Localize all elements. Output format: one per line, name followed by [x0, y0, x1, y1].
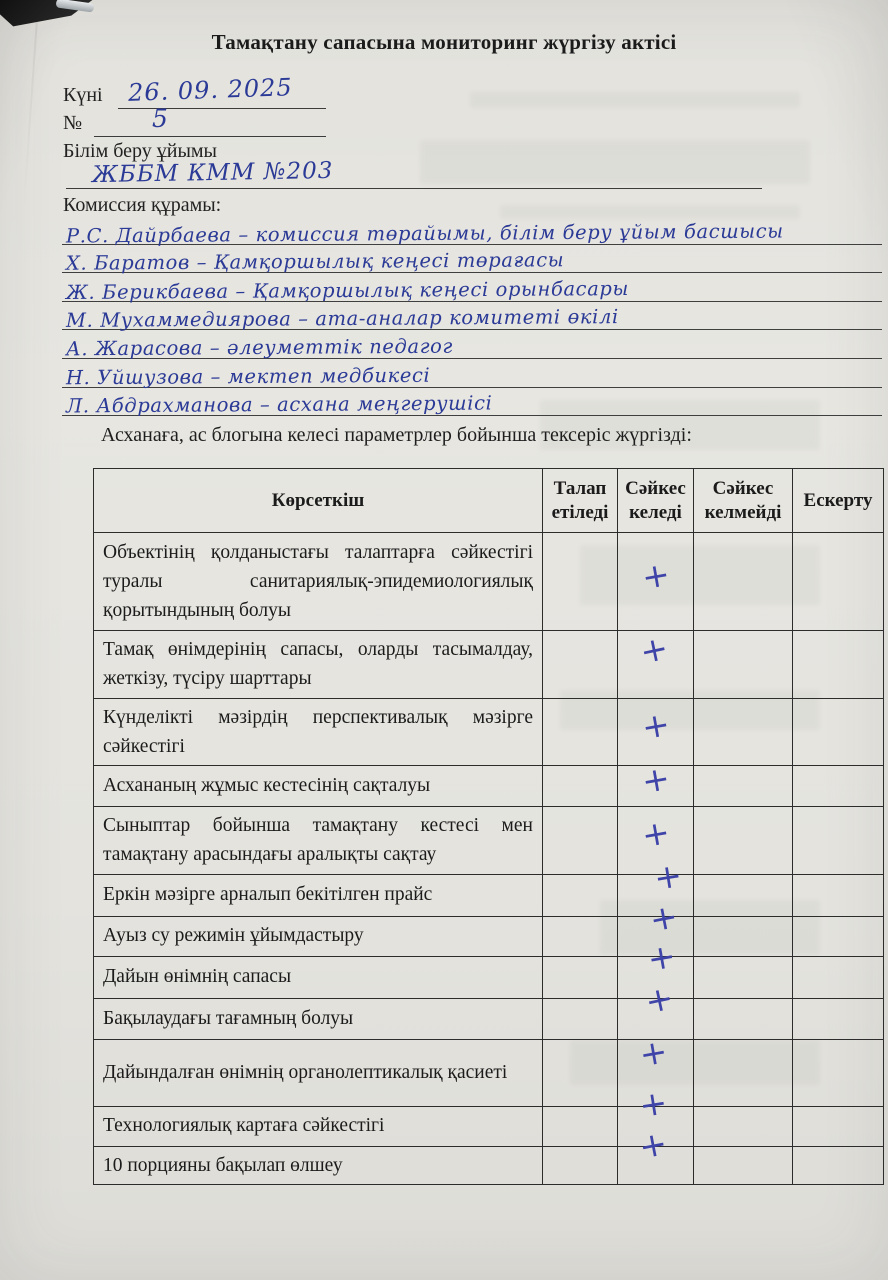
indicator-cell: Сыныптар бойынша тамақтану кестесі мен тамақтану арасындағы аралықты сақтау [94, 807, 543, 875]
table-row [94, 916, 884, 956]
indicator-cell: Дайындалған өнімнің органолептикалық қасиеті [94, 1039, 543, 1106]
commission-list [62, 216, 882, 416]
required-cell [543, 533, 618, 631]
note-cell [793, 956, 884, 998]
handwritten-plus-mark: + [638, 553, 673, 597]
handwritten-plus-mark: + [635, 1030, 670, 1074]
note-cell [793, 1146, 884, 1184]
required-cell [543, 1106, 618, 1146]
note-cell [793, 998, 884, 1039]
table-row [94, 631, 884, 699]
mismatch-cell [694, 956, 793, 998]
handwritten-plus-mark: + [636, 627, 672, 672]
indicator-cell: Технологиялық картаға сәйкестігі [94, 1106, 543, 1146]
note-cell [793, 807, 884, 875]
number-underline [94, 110, 326, 137]
required-cell [543, 766, 618, 807]
document-title: Тамақтану сапасына мониторинг жүргізу актісі [211, 30, 677, 54]
note-cell [793, 533, 884, 631]
mismatch-cell [694, 631, 793, 699]
table-row [94, 998, 884, 1039]
required-cell [543, 1039, 618, 1106]
mismatch-cell [694, 807, 793, 875]
handwritten-plus-mark: + [638, 757, 673, 802]
table-row [94, 533, 884, 631]
table-row [94, 807, 884, 875]
mismatch-cell [694, 766, 793, 807]
table-header-row [94, 469, 884, 533]
indicator-cell: Күнделікті мәзірдің перспективалық мәзірге сәйкестігі [94, 698, 543, 766]
commission-member-line [62, 388, 882, 417]
indicator-cell: Дайын өнімнің сапасы [94, 956, 543, 998]
match-cell [618, 757, 694, 807]
commission-member-line [62, 330, 882, 359]
commission-member-text: А. Жарасова – әлеуметтік педагог [65, 334, 453, 361]
note-cell [793, 1106, 884, 1146]
commission-member-line [62, 359, 882, 388]
mismatch-cell [694, 874, 793, 916]
handwritten-plus-mark: + [635, 1123, 671, 1167]
handwritten-plus-mark: + [646, 896, 681, 940]
number-handwritten-value: 5 [152, 104, 169, 133]
indicator-cell: Асхананың жұмыс кестесінің сақталуы [94, 766, 543, 807]
commission-member-line [62, 245, 882, 274]
indicator-cell: Тамақ өнімдерінің сапасы, оларды тасымалдау, жеткізу, түсіру шарттары [94, 631, 543, 699]
handwritten-plus-mark: + [636, 1082, 670, 1126]
indicator-cell: Бақылаудағы тағамның болуы [94, 998, 543, 1039]
indicator-cell: Объектінің қолданыстағы талаптарға сәйкестігі туралы санитариялық-эпидемиологиялық қорытындының болуы [94, 533, 543, 631]
inspection-table [93, 468, 884, 1185]
handwritten-plus-mark: + [650, 855, 685, 898]
org-label: Білім беру ұйымы [63, 140, 217, 162]
mismatch-cell [694, 1106, 793, 1146]
table-row [94, 766, 884, 807]
table-row [94, 1146, 884, 1184]
table-row [94, 1039, 884, 1106]
commission-member-line [62, 216, 882, 248]
note-cell [793, 874, 884, 916]
required-cell [543, 807, 618, 875]
note-cell [793, 698, 884, 766]
handwritten-plus-mark: + [638, 812, 673, 856]
match-cell [618, 533, 694, 631]
match-cell [618, 698, 694, 766]
header-required: Талап етіледі [543, 469, 618, 533]
date-handwritten-value: 26. 09. 2025 [127, 73, 294, 107]
required-cell [543, 998, 618, 1039]
bleed-through-artifact [470, 92, 800, 108]
commission-member-text: Р.С. Дайрбаева – комиссия төрайымы, білім беру ұйым басшысы [65, 219, 784, 248]
mismatch-cell [694, 1039, 793, 1106]
table-row [94, 956, 884, 998]
note-cell [793, 916, 884, 956]
commission-member-text: Ж. Берикбаева – Қамқоршылық кеңесі орынбасары [65, 276, 630, 304]
commission-member-text: Л. Абдрахманова – асхана меңгерушісі [65, 391, 493, 418]
match-cell [618, 627, 694, 699]
commission-member-text: Х. Баратов – Қамқоршылық кеңесі төрағасы [65, 248, 565, 275]
commission-member-text: Н. Уйшузова – мектеп медбикесі [65, 363, 431, 389]
indicator-cell: Еркін мәзірге арналып бекітілген прайс [94, 874, 543, 916]
table-row [94, 698, 884, 766]
required-cell [543, 956, 618, 998]
mismatch-cell [694, 998, 793, 1039]
note-cell [793, 766, 884, 807]
header-indicator: Көрсеткіш [94, 469, 543, 533]
mismatch-cell [694, 1146, 793, 1184]
commission-label: Комиссия құрамы: [63, 194, 222, 216]
indicator-cell: 10 порцияны бақылап өлшеу [94, 1146, 543, 1184]
header-match: Сәйкес келеді [618, 469, 694, 533]
required-cell [543, 698, 618, 766]
commission-member-text: М. Мухаммедиярова – ата-аналар комитеті өкілі [65, 305, 619, 333]
mismatch-cell [694, 533, 793, 631]
required-cell [543, 874, 618, 916]
note-cell [793, 631, 884, 699]
handwritten-plus-mark: + [641, 977, 677, 1021]
required-cell [543, 631, 618, 699]
date-label: Күні [63, 84, 103, 106]
note-cell [793, 1039, 884, 1106]
mismatch-cell [694, 916, 793, 956]
table-row [94, 874, 884, 916]
mismatch-cell [694, 698, 793, 766]
required-cell [543, 916, 618, 956]
required-cell [543, 1146, 618, 1184]
match-cell [618, 1123, 694, 1184]
commission-member-line [62, 273, 882, 302]
handwritten-plus-mark: + [644, 935, 679, 979]
header-note: Ескерту [793, 469, 884, 533]
table-row [94, 1106, 884, 1146]
intro-paragraph: Асханаға, ас блогына келесі параметрлер бойынша тексеріс жүргізді: [101, 424, 692, 446]
indicator-cell: Ауыз су режимін ұйымдастыру [94, 916, 543, 956]
handwritten-plus-mark: + [638, 703, 673, 747]
number-label: № [63, 112, 83, 134]
header-mismatch: Сәйкес келмейді [694, 469, 793, 533]
org-handwritten-value: ЖББМ КММ №203 [91, 157, 334, 189]
commission-member-line [62, 302, 882, 331]
